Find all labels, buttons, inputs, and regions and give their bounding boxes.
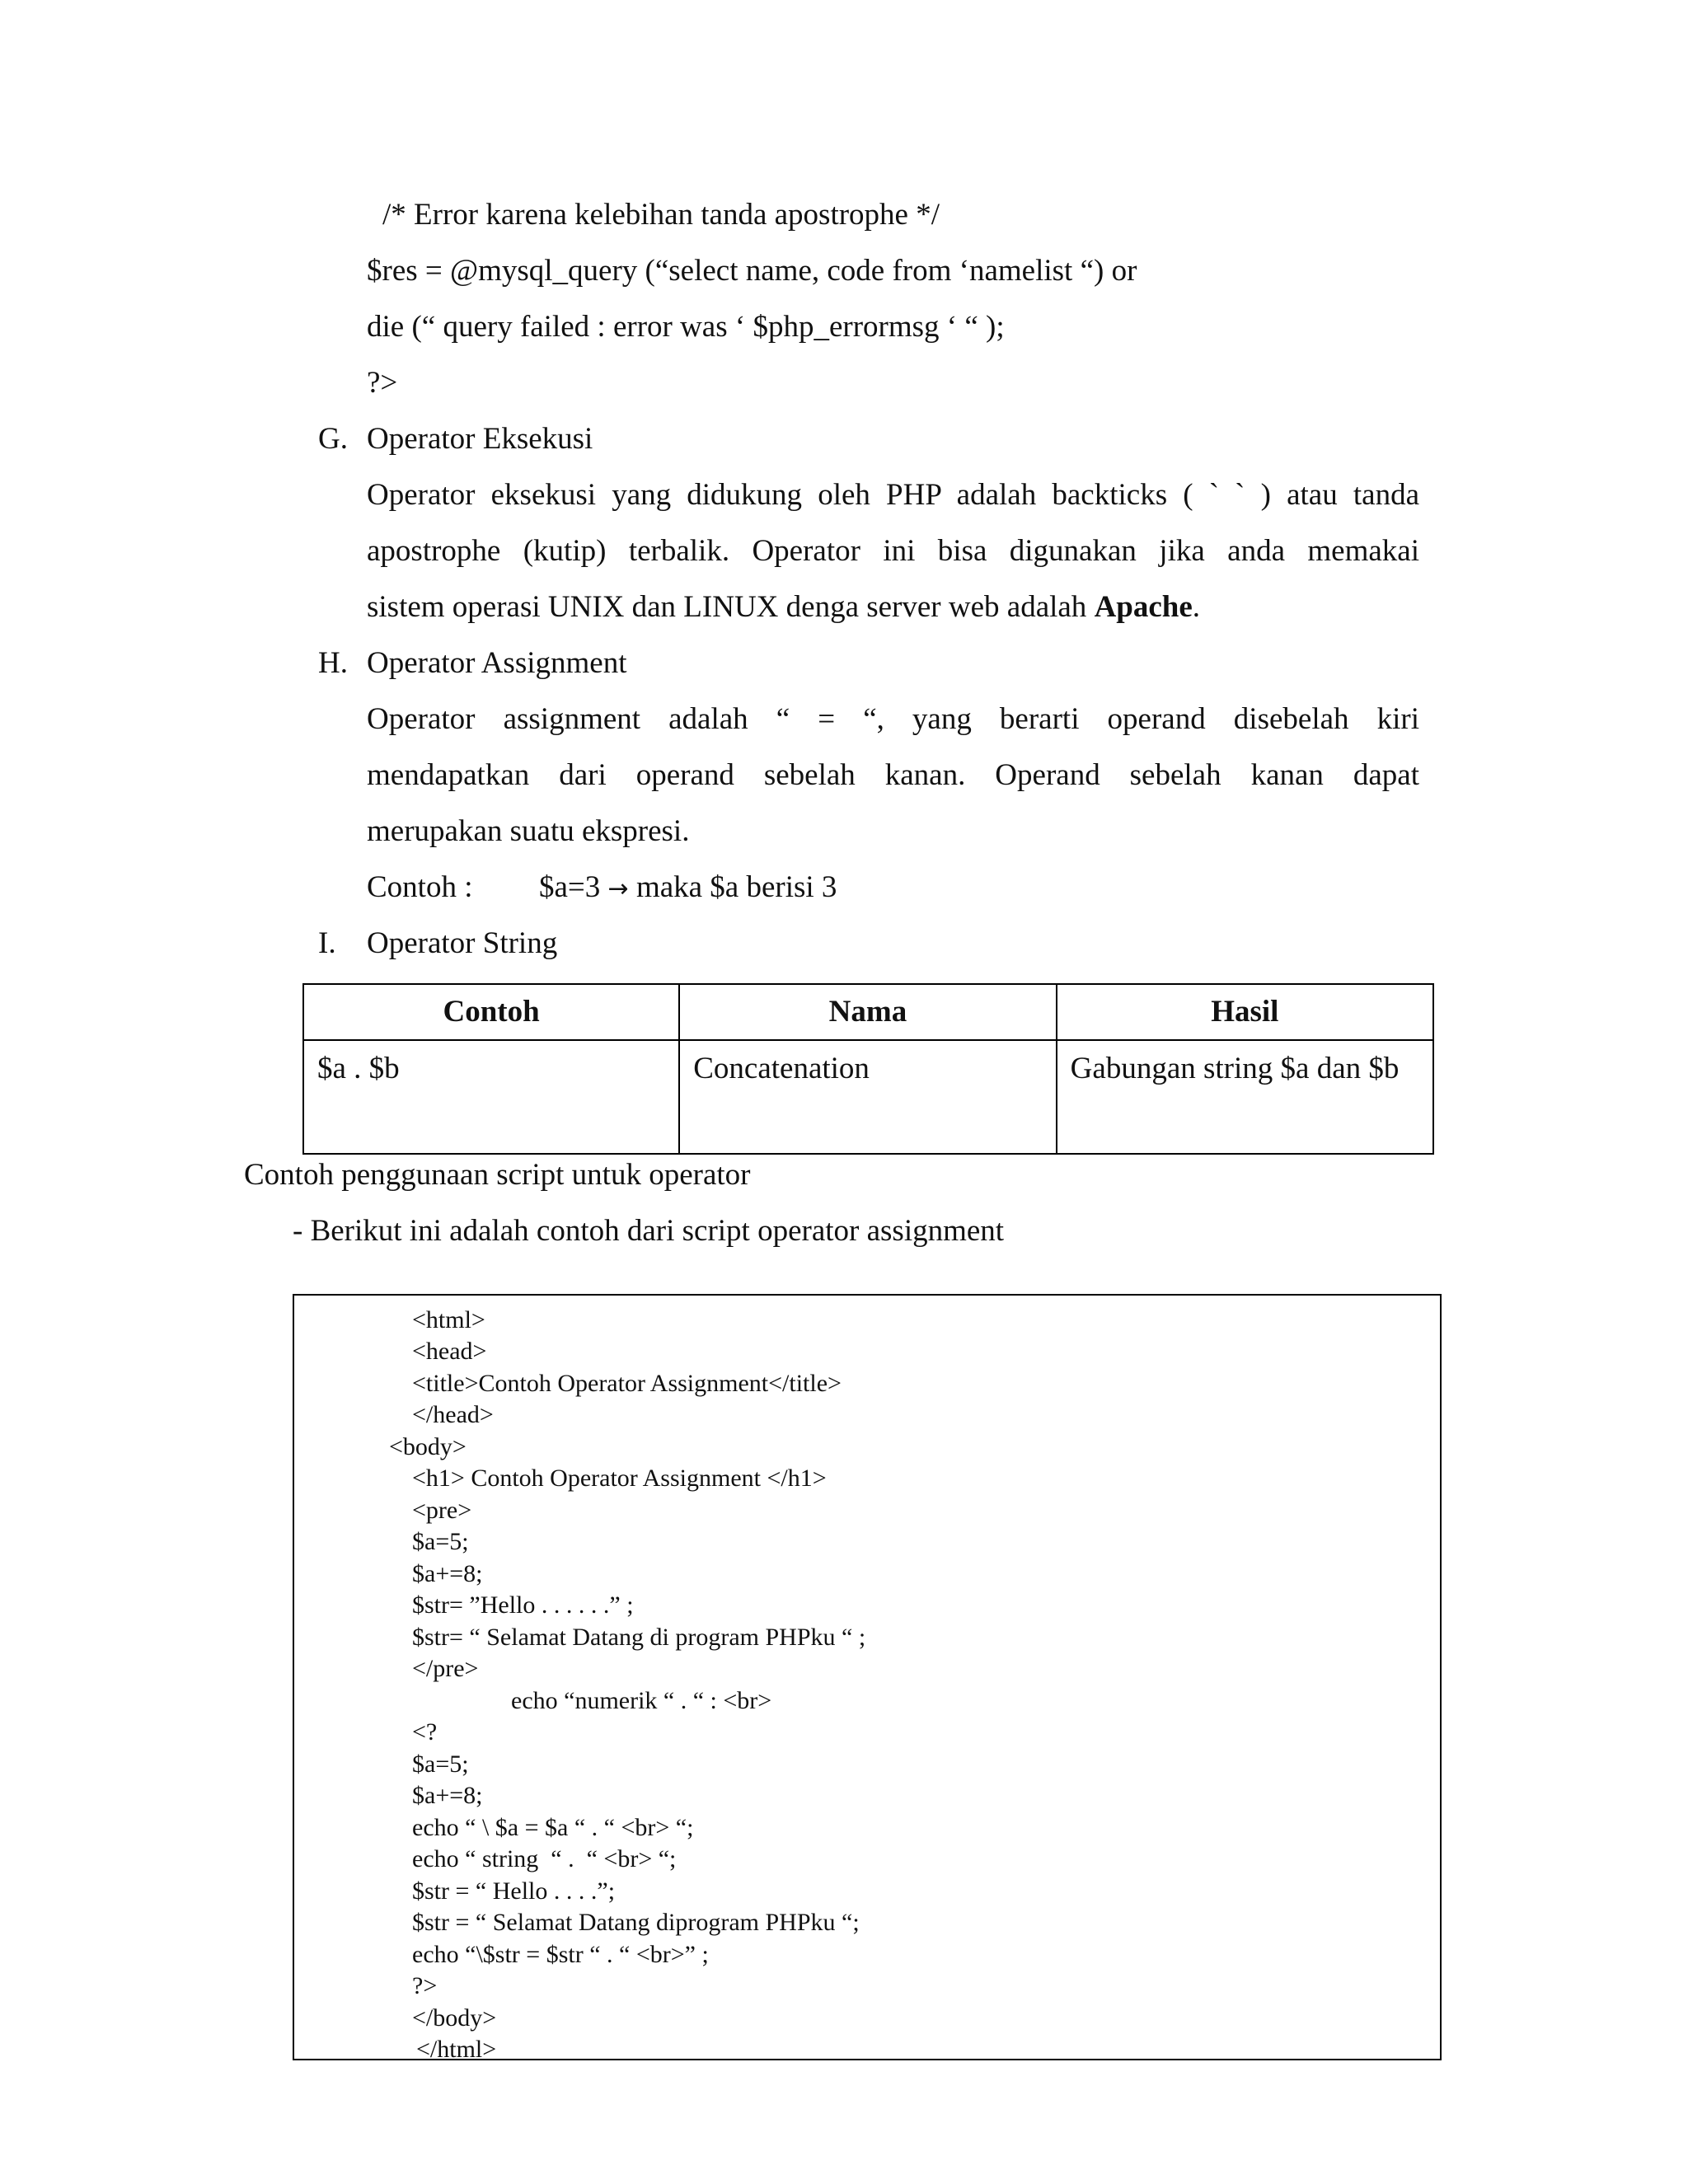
code-line: <h1> Contoh Operator Assignment </h1>	[412, 1465, 827, 1492]
section-g-line-3-text: sistem operasi UNIX dan LINUX denga server web adalah	[367, 590, 1095, 624]
section-h-title: Operator Assignment	[367, 646, 627, 680]
section-h-marker: H.	[318, 646, 348, 680]
usage-heading: Contoh penggunaan script untuk operator	[244, 1158, 751, 1192]
code-line: echo “\$str = $str “ . “ <br>” ;	[412, 1941, 709, 1968]
code-line: $a=5;	[412, 1528, 469, 1555]
code-line: <title>Contoh Operator Assignment</title>	[412, 1370, 842, 1397]
section-g-line-3	[367, 579, 1200, 635]
code-line: ?>	[412, 1972, 438, 1999]
section-g-line-1: Operator eksekusi yang didukung oleh PHP adalah backticks ( ` ` ) atau tanda	[367, 478, 1419, 512]
code-line: </pre>	[412, 1655, 479, 1682]
cell-contoh: $a . $b	[303, 1040, 679, 1154]
code-line: </head>	[412, 1401, 494, 1428]
example-right: maka $a berisi 3	[635, 870, 837, 904]
code-line: echo “numerik “ . “ : <br>	[511, 1687, 772, 1714]
section-h-line-1: Operator assignment adalah “ = “, yang berarti operand disebelah kiri	[367, 702, 1419, 736]
code-line: <head>	[412, 1338, 487, 1365]
code-line: $str= ”Hello . . . . . .” ;	[412, 1591, 634, 1619]
code-line: $a=5;	[412, 1750, 469, 1778]
code-line: <body>	[389, 1433, 467, 1460]
intro-code-line-1: /* Error karena kelebihan tanda apostrophe */	[382, 198, 940, 232]
section-g-line-2: apostrophe (kutip) terbalik. Operator ini bisa digunakan jika anda memakai	[367, 534, 1419, 568]
code-line: $str = “ Selamat Datang diprogram PHPku “;	[412, 1909, 860, 1936]
code-line: <html>	[412, 1306, 485, 1333]
arrow-right-icon: →	[607, 874, 629, 903]
code-line: $str= “ Selamat Datang di program PHPku “ ;	[412, 1624, 866, 1651]
section-h-line-3: merupakan suatu ekspresi.	[367, 814, 690, 848]
section-g-title: Operator Eksekusi	[367, 422, 593, 456]
intro-code-line-3: die (“ query failed : error was ‘ $php_errormsg ‘ “ );	[367, 310, 1005, 344]
table-row	[303, 1040, 1433, 1154]
section-g-line-3-period: .	[1192, 590, 1201, 624]
section-i-title: Operator String	[367, 926, 558, 960]
example-left: $a=3	[539, 870, 601, 904]
code-line: <?	[412, 1718, 438, 1746]
section-g-marker: G.	[318, 422, 348, 456]
header-hasil: Hasil	[1057, 984, 1433, 1040]
cell-hasil: Gabungan string $a dan $b	[1057, 1040, 1433, 1154]
header-contoh: Contoh	[303, 984, 679, 1040]
code-line: $str = “ Hello . . . .”;	[412, 1877, 616, 1905]
code-line: </html>	[416, 2036, 497, 2063]
section-h-line-2: mendapatkan dari operand sebelah kanan. Operand sebelah kanan dapat	[367, 758, 1419, 792]
apache-bold-text: Apache	[1094, 590, 1193, 624]
intro-code-line-2: $res = @mysql_query (“select name, code from ‘namelist “) or	[367, 254, 1137, 288]
section-i-marker: I.	[318, 926, 336, 960]
code-line: $a+=8;	[412, 1560, 483, 1587]
code-line: $a+=8;	[412, 1782, 483, 1809]
cell-nama: Concatenation	[679, 1040, 1056, 1154]
example-label: Contoh :	[367, 870, 473, 904]
usage-bullet: - Berikut ini adalah contoh dari script operator assignment	[293, 1214, 1005, 1248]
code-line: echo “ \ $a = $a “ . “ <br> “;	[412, 1814, 694, 1841]
code-line: <pre>	[412, 1497, 472, 1524]
table-header-row	[303, 984, 1433, 1040]
string-operator-table	[302, 983, 1434, 1155]
header-nama: Nama	[679, 984, 1056, 1040]
code-line: </body>	[412, 2004, 497, 2032]
intro-code-line-4: ?>	[367, 366, 398, 400]
code-line: echo “ string “ . “ <br> “;	[412, 1845, 677, 1872]
example-expression	[539, 860, 837, 917]
